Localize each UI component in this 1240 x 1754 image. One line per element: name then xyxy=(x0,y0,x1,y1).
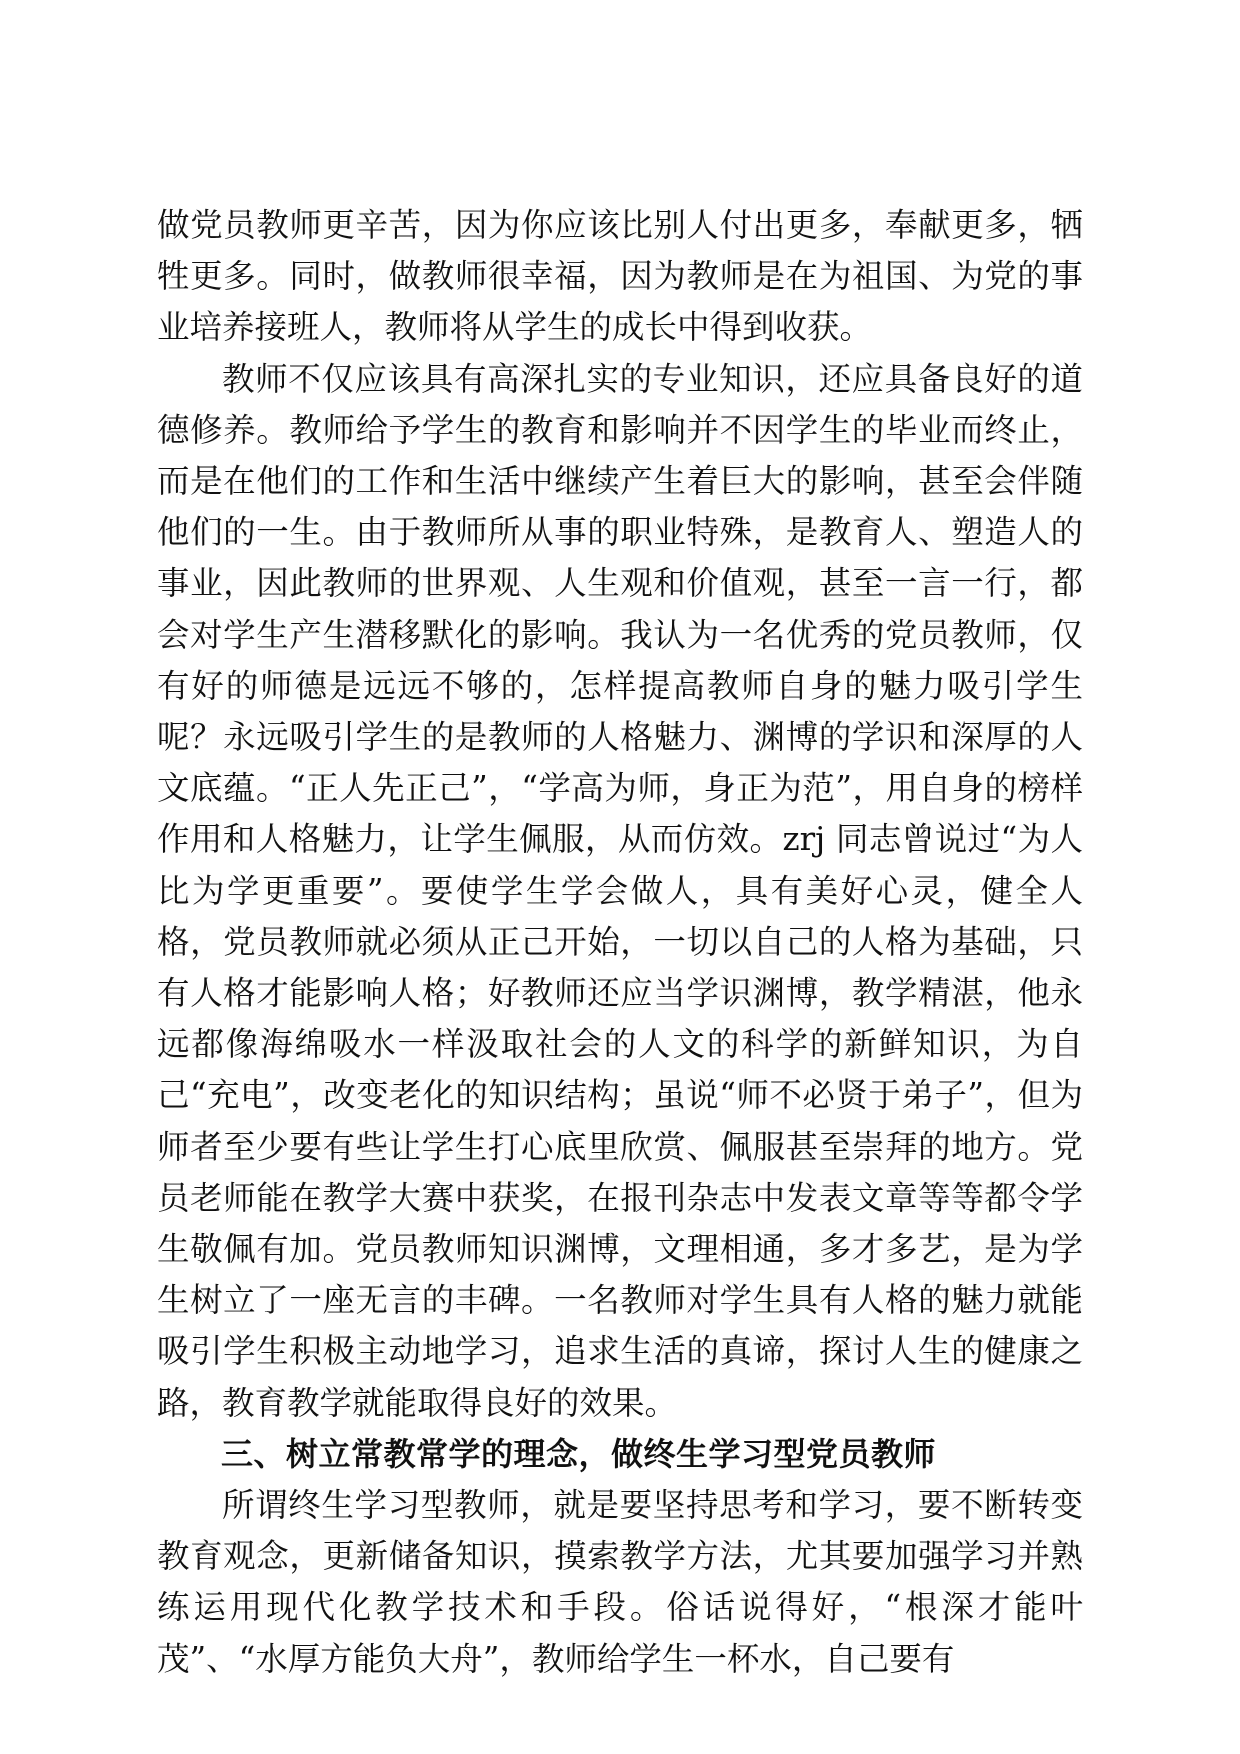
document-body xyxy=(157,200,1083,1685)
paragraph-continuation: 做党员教师更辛苦，因为你应该比别人付出更多，奉献更多，牺牲更多。同时，做教师很幸福，因为教师是在为祖国、为党的事业培养接班人，教师将从学生的成长中得到收获。 xyxy=(157,206,1083,347)
paragraph-lifelong-learning: 所谓终生学习型教师，就是要坚持思考和学习，要不断转变教育观念，更新储备知识，摸索教学方法，尤其要加强学习并熟练运用现代化教学技术和手段。俗话说得好，“根深才能叶茂”、“水厚方能负大舟”，教师给学生一杯水，自己要有 xyxy=(157,1486,1083,1678)
section-heading: 三、树立常教常学的理念，做终生学习型党员教师 xyxy=(221,1434,937,1473)
paragraph-teacher-morality: 教师不仅应该具有高深扎实的专业知识，还应具备良好的道德修养。教师给予学生的教育和影响并不因学生的毕业而终止，而是在他们的工作和生活中继续产生着巨大的影响，甚至会伴随他们的一生。由于教师所从事的职业特殊，是教育人、塑造人的事业，因此教师的世界观、人生观和价值观，甚至一言一行，都会对学生产生潜移默化的影响。我认为一名优秀的党员教师，仅有好的师德是远远不够的，怎样提高教师自身的魅力吸引学生呢？永远吸引学生的是教师的人格魅力、渊博的学识和深厚的人文底蕴。“正人先正己”，“学高为师，身正为范”，用自身的榜样作用和人格魅力，让学生佩服，从而仿效。zrj 同志曾说过“为人比为学更重要”。要使学生学会做人，具有美好心灵，健全人格，党员教师就必须从正己开始，一切以自己的人格为基础，只有人格才能影响人格；好教师还应当学识渊博，教学精湛，他永远都像海绵吸水一样汲取社会的人文的科学的新鲜知识，为自己“充电”，改变老化的知识结构；虽说“师不必贤于弟子”，但为师者至少要有些让学生打心底里欣赏、佩服甚至崇拜的地方。党员老师能在教学大赛中获奖，在报刊杂志中发表文章等等都令学生敬佩有加。党员教师知识渊博，文理相通，多才多艺，是为学生树立了一座无言的丰碑。一名教师对学生具有人格的魅力就能吸引学生积极主动地学习，追求生活的真谛，探讨人生的健康之路，教育教学就能取得良好的效果。 xyxy=(157,359,1083,1422)
